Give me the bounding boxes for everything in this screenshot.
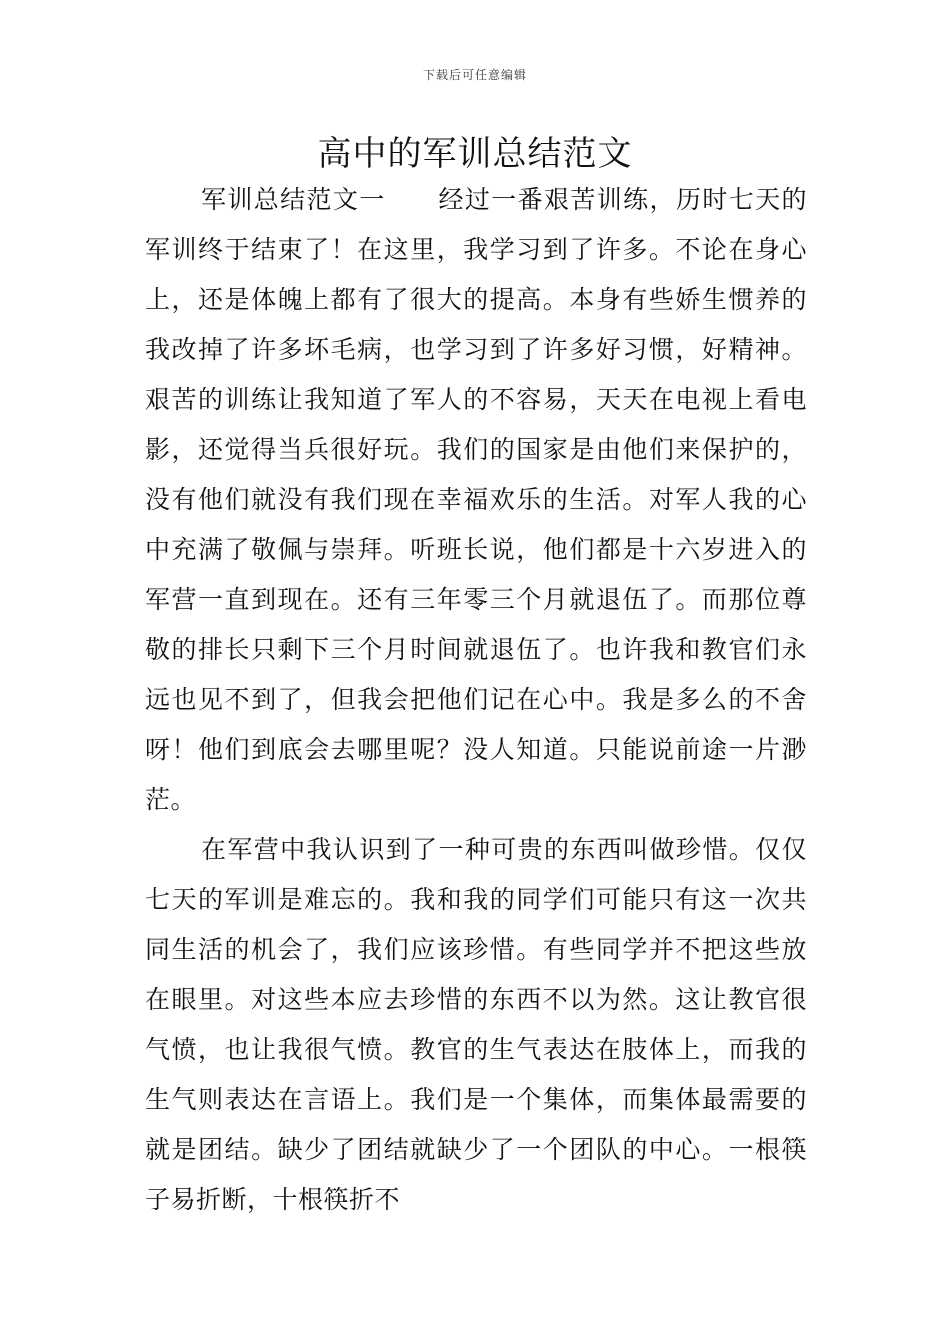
text-line: 中充满了敬佩与崇拜。听班长说，他们都是十六岁进入的 bbox=[145, 535, 807, 564]
text-line: 气愤，也让我很气愤。教官的生气表达在肢体上，而我的 bbox=[145, 1035, 807, 1064]
text-line: 远也见不到了，但我会把他们记在心中。我是多么的不舍 bbox=[145, 685, 807, 714]
text-line: 艰苦的训练让我知道了军人的不容易，天天在电视上看电 bbox=[145, 385, 807, 414]
header-note: 下载后可任意编辑 bbox=[422, 68, 527, 82]
text-line: 上，还是体魄上都有了很大的提高。本身有些娇生惯养的 bbox=[145, 285, 807, 314]
document-body bbox=[145, 175, 807, 1225]
paragraph-1 bbox=[145, 175, 807, 825]
text-line: 茫。 bbox=[145, 785, 197, 814]
text-line: 同生活的机会了，我们应该珍惜。有些同学并不把这些放 bbox=[145, 935, 807, 964]
document-title: 高中的军训总结范文 bbox=[317, 134, 633, 174]
paragraph-2 bbox=[145, 825, 807, 1225]
text-line: 敬的排长只剩下三个月时间就退伍了。也许我和教官们永 bbox=[145, 635, 807, 664]
text-line: 没有他们就没有我们现在幸福欢乐的生活。对军人我的心 bbox=[145, 485, 807, 514]
text-line: 生气则表达在言语上。我们是一个集体，而集体最需要的 bbox=[145, 1085, 807, 1114]
text-line: 在军营中我认识到了一种可贵的东西叫做珍惜。仅仅 bbox=[201, 835, 807, 864]
text-line: 军训终于结束了！在这里，我学习到了许多。不论在身心 bbox=[145, 235, 807, 264]
text-line: 在眼里。对这些本应去珍惜的东西不以为然。这让教官很 bbox=[145, 985, 807, 1014]
text-line: 呀！他们到底会去哪里呢？没人知道。只能说前途一片渺 bbox=[145, 735, 807, 764]
text-line: 军营一直到现在。还有三年零三个月就退伍了。而那位尊 bbox=[145, 585, 807, 614]
text-line: 我改掉了许多坏毛病，也学习到了许多好习惯，好精神。 bbox=[145, 335, 807, 364]
text-line: 子易折断，十根筷折不 bbox=[145, 1185, 401, 1214]
text-line: 七天的军训是难忘的。我和我的同学们可能只有这一次共 bbox=[145, 885, 807, 914]
text-line: 影，还觉得当兵很好玩。我们的国家是由他们来保护的， bbox=[145, 435, 807, 464]
text-line: 就是团结。缺少了团结就缺少了一个团队的中心。一根筷 bbox=[145, 1135, 807, 1164]
text-line: 军训总结范文一 经过一番艰苦训练，历时七天的 bbox=[201, 185, 807, 214]
